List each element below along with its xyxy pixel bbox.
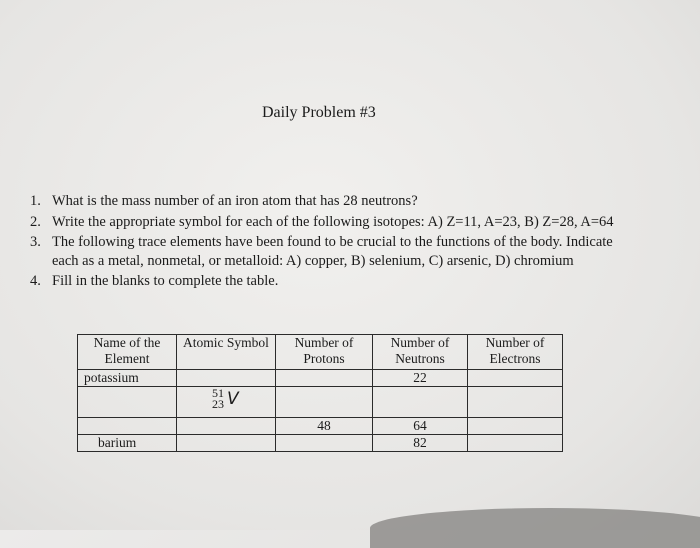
table-row [78, 370, 563, 387]
question-number: 4. [30, 273, 41, 289]
table-edge-shadow [370, 508, 700, 548]
cell-name: potassium [78, 370, 177, 387]
isotope-symbol [212, 387, 240, 413]
table-header-row [78, 335, 563, 370]
cell-name [78, 418, 177, 435]
cell-electrons [468, 435, 563, 452]
element-table [77, 334, 563, 452]
question-list [30, 192, 630, 293]
question-1 [30, 192, 630, 211]
question-text: What is the mass number of an iron atom that has 28 neutrons? [52, 193, 418, 209]
cell-neutrons: 82 [373, 435, 468, 452]
cell-electrons [468, 387, 563, 418]
question-text: Write the appropriate symbol for each of the following isotopes: A) Z=11, A=23, B) Z=28, A=64 [52, 213, 614, 230]
question-text: Fill in the blanks to complete the table. [52, 273, 279, 289]
cell-neutrons [373, 387, 468, 418]
cell-symbol [177, 387, 276, 418]
question-3 [30, 233, 630, 270]
cell-name: barium [78, 435, 177, 452]
page-title: Daily Problem #3 [262, 104, 376, 121]
question-number: 2. [30, 213, 41, 230]
cell-electrons [468, 370, 563, 387]
cell-protons [276, 387, 373, 418]
cell-symbol [177, 418, 276, 435]
question-2 [30, 213, 630, 232]
header-protons: Number of Protons [276, 335, 373, 370]
cell-protons: 48 [276, 418, 373, 435]
header-electrons: Number of Electrons [468, 335, 563, 370]
header-name: Name of the Element [78, 335, 177, 370]
cell-neutrons: 22 [373, 370, 468, 387]
cell-symbol [177, 435, 276, 452]
question-number: 3. [30, 234, 41, 250]
element-letter: V [227, 389, 239, 409]
header-symbol: Atomic Symbol [177, 335, 276, 370]
cell-electrons [468, 418, 563, 435]
header-neutrons: Number of Neutrons [373, 335, 468, 370]
atomic-number: 23 [212, 397, 224, 411]
question-4 [30, 272, 630, 291]
table-row [78, 435, 563, 452]
cell-protons [276, 435, 373, 452]
cell-neutrons: 64 [373, 418, 468, 435]
table-row [78, 387, 563, 418]
cell-symbol [177, 370, 276, 387]
question-text: The following trace elements have been found to be crucial to the functions of the body. Indicate each as a metal, nonmetal, or metalloid: A) copper, B) selenium, C) arsenic, D) chromium [52, 234, 613, 269]
cell-protons [276, 370, 373, 387]
cell-name [78, 387, 177, 418]
table-row [78, 418, 563, 435]
mass-number: 51 [212, 386, 224, 400]
question-number: 1. [30, 193, 41, 209]
